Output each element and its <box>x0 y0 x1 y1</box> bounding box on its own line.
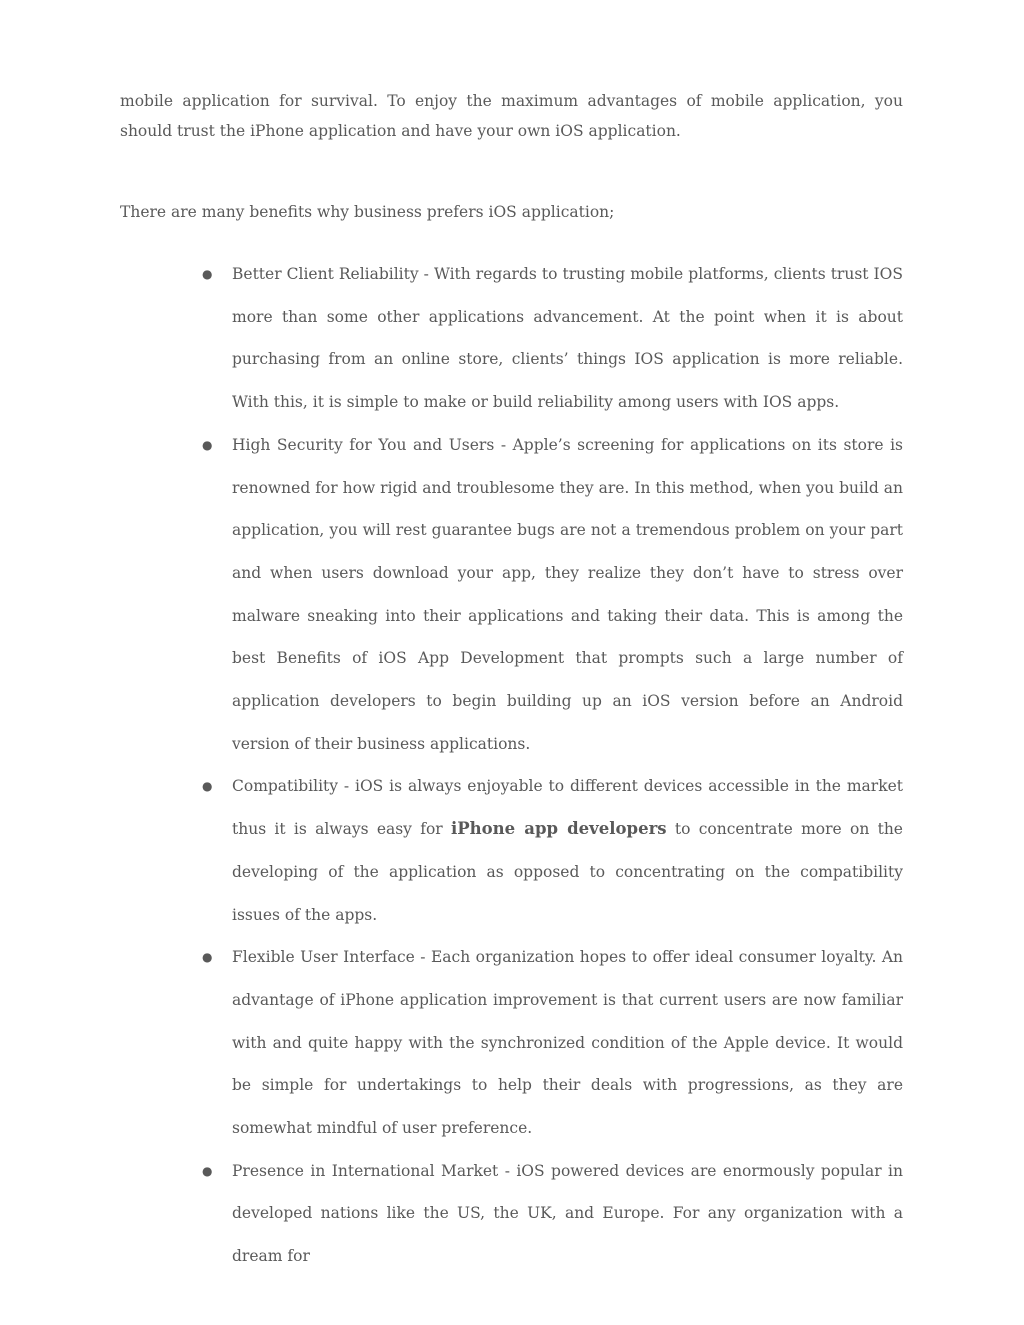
lead-paragraph: There are many benefits why business prefers iOS application; <box>120 203 615 221</box>
list-item-text: Flexible User Interface - Each organization hopes to offer ideal consumer loyalty. An advantage of iPhone application improvement is that current users are now familiar with and quite happy with the synchronized condition of the Apple device. It would be simple for undertakings to help their deals with progressions, as they are somewhat mindful of user preference. <box>232 948 903 1138</box>
bullet-icon: ● <box>202 779 213 794</box>
bullet-icon: ● <box>202 1163 213 1178</box>
list-item-compatibility <box>120 765 903 936</box>
list-item-text: Presence in International Market - iOS powered devices are enormously popular in developed nations like the US, the UK, and Europe. For any organization with a dream for <box>232 1161 903 1266</box>
list-item-text <box>232 765 903 936</box>
list-item-text-after: to concentrate more on the developing of the application as opposed to concentrating on the compatibility issues of the apps. <box>232 820 903 924</box>
list-item-flexible-ui <box>120 936 903 1150</box>
list-item-client-reliability <box>120 253 903 424</box>
bullet-icon: ● <box>202 267 213 281</box>
list-item-high-security <box>120 424 903 766</box>
list-item-text-before: Compatibility - iOS is always enjoyable to different devices accessible in the market thus it is always easy for <box>232 777 903 839</box>
iphone-app-developers-emphasis: iPhone app developers <box>451 819 667 839</box>
benefits-list <box>120 253 903 1278</box>
list-item-text: Better Client Reliability - With regards to trusting mobile platforms, clients trust IOS more than some other applications advancement. At the point when it is about purchasing from an online store, clients’ things IOS application is more reliable. With this, it is simple to make or build reliability among users with IOS apps. <box>232 265 903 412</box>
list-item-international-market <box>120 1150 903 1278</box>
bullet-icon: ● <box>202 950 213 965</box>
intro-paragraph: mobile application for survival. To enjoy the maximum advantages of mobile application, you should trust the iPhone application and have your own iOS application. <box>120 92 903 140</box>
bullet-icon: ● <box>202 437 213 452</box>
list-item-text: High Security for You and Users - Apple’s screening for applications on its store is renowned for how rigid and troublesome they are. In this method, when you build an application, you will rest guarantee bugs are not a tremendous problem on your part and when users download your app, they realize they don’t have to stress over malware sneaking into their applications and taking their data. This is among the best Benefits of iOS App Development that prompts such a large number of application developers to begin building up an iOS version before an Android version of their business applications. <box>232 435 903 753</box>
